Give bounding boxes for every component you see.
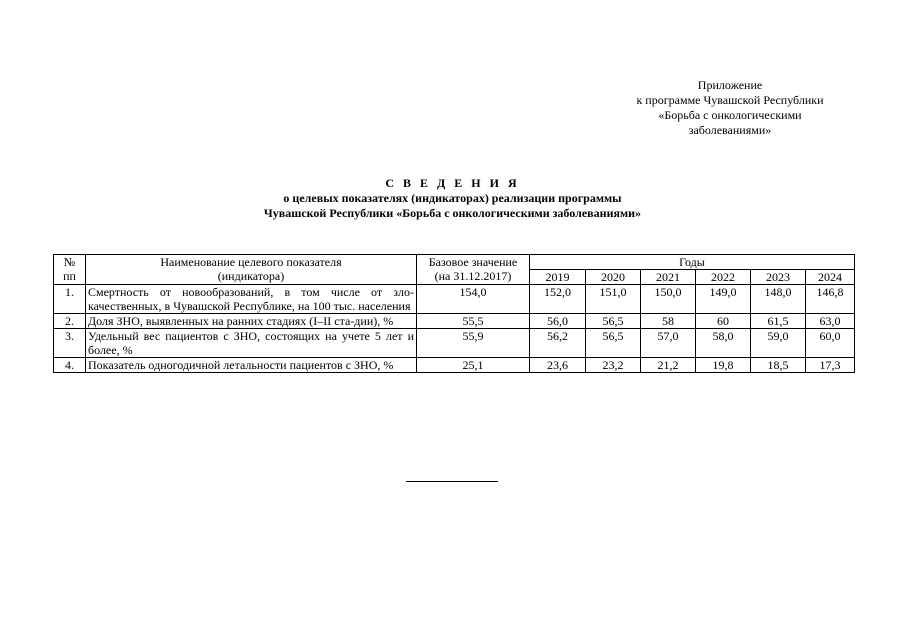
appendix-line: Приложение bbox=[697, 78, 763, 92]
title-heading: С В Е Д Е Н И Я bbox=[385, 176, 520, 190]
header-base bbox=[417, 255, 530, 285]
row-value: 150,0 bbox=[641, 285, 696, 314]
row-value: 56,5 bbox=[586, 329, 641, 358]
row-value: 56,2 bbox=[530, 329, 586, 358]
row-num: 4. bbox=[54, 358, 86, 373]
row-name: Доля ЗНО, выявленных на ранних стадиях (I–II ста-дии), % bbox=[86, 314, 417, 329]
header-num bbox=[54, 255, 86, 285]
row-base: 25,1 bbox=[417, 358, 530, 373]
title-line-2: Чувашской Республики «Борьба с онкологическими заболеваниями» bbox=[263, 206, 642, 220]
header-name-line2: (индикатора) bbox=[217, 269, 285, 283]
row-value: 152,0 bbox=[530, 285, 586, 314]
header-num-line2: пп bbox=[63, 269, 76, 283]
row-name: Смертность от новообразований, в том числе от зло-качественных, в Чувашской Республике, на 100 тыс. населения bbox=[86, 285, 417, 314]
header-year: 2022 bbox=[696, 270, 751, 285]
appendix-line: заболеваниями» bbox=[688, 123, 772, 137]
row-value: 60,0 bbox=[806, 329, 855, 358]
header-name-line1: Наименование целевого показателя bbox=[160, 255, 342, 269]
table-row bbox=[54, 358, 855, 373]
row-base: 154,0 bbox=[417, 285, 530, 314]
header-base-line2: (на 31.12.2017) bbox=[434, 269, 512, 283]
indicators-table bbox=[53, 254, 855, 373]
row-name: Показатель одногодичной летальности пациентов с ЗНО, % bbox=[86, 358, 417, 373]
row-base: 55,9 bbox=[417, 329, 530, 358]
header-year: 2021 bbox=[641, 270, 696, 285]
row-num: 3. bbox=[54, 329, 86, 358]
row-base: 55,5 bbox=[417, 314, 530, 329]
row-value: 63,0 bbox=[806, 314, 855, 329]
row-value: 21,2 bbox=[641, 358, 696, 373]
appendix-line: «Борьба с онкологическими bbox=[658, 108, 802, 122]
row-value: 23,6 bbox=[530, 358, 586, 373]
row-value: 151,0 bbox=[586, 285, 641, 314]
row-value: 57,0 bbox=[641, 329, 696, 358]
header-year: 2023 bbox=[751, 270, 806, 285]
appendix-block bbox=[560, 78, 900, 138]
row-value: 60 bbox=[696, 314, 751, 329]
row-num: 1. bbox=[54, 285, 86, 314]
header-years: Годы bbox=[530, 255, 855, 270]
title-line-1: о целевых показателях (индикаторах) реализации программы bbox=[283, 191, 622, 205]
row-value: 17,3 bbox=[806, 358, 855, 373]
header-year: 2024 bbox=[806, 270, 855, 285]
row-value: 19,8 bbox=[696, 358, 751, 373]
header-base-line1: Базовое значение bbox=[428, 255, 518, 269]
row-value: 59,0 bbox=[751, 329, 806, 358]
row-value: 146,8 bbox=[806, 285, 855, 314]
row-num: 2. bbox=[54, 314, 86, 329]
row-value: 61,5 bbox=[751, 314, 806, 329]
row-value: 58,0 bbox=[696, 329, 751, 358]
row-value: 58 bbox=[641, 314, 696, 329]
row-value: 149,0 bbox=[696, 285, 751, 314]
footer-divider bbox=[406, 481, 498, 482]
table-row bbox=[54, 314, 855, 329]
row-value: 18,5 bbox=[751, 358, 806, 373]
table-row bbox=[54, 285, 855, 314]
header-num-line1: № bbox=[63, 255, 76, 269]
row-name: Удельный вес пациентов с ЗНО, состоящих на учете 5 лет и более, % bbox=[86, 329, 417, 358]
row-value: 56,0 bbox=[530, 314, 586, 329]
header-year: 2019 bbox=[530, 270, 586, 285]
appendix-line: к программе Чувашской Республики bbox=[636, 93, 824, 107]
header-name bbox=[86, 255, 417, 285]
table-row bbox=[54, 329, 855, 358]
header-year: 2020 bbox=[586, 270, 641, 285]
row-value: 148,0 bbox=[751, 285, 806, 314]
row-value: 23,2 bbox=[586, 358, 641, 373]
document-title bbox=[0, 176, 905, 221]
row-value: 56,5 bbox=[586, 314, 641, 329]
